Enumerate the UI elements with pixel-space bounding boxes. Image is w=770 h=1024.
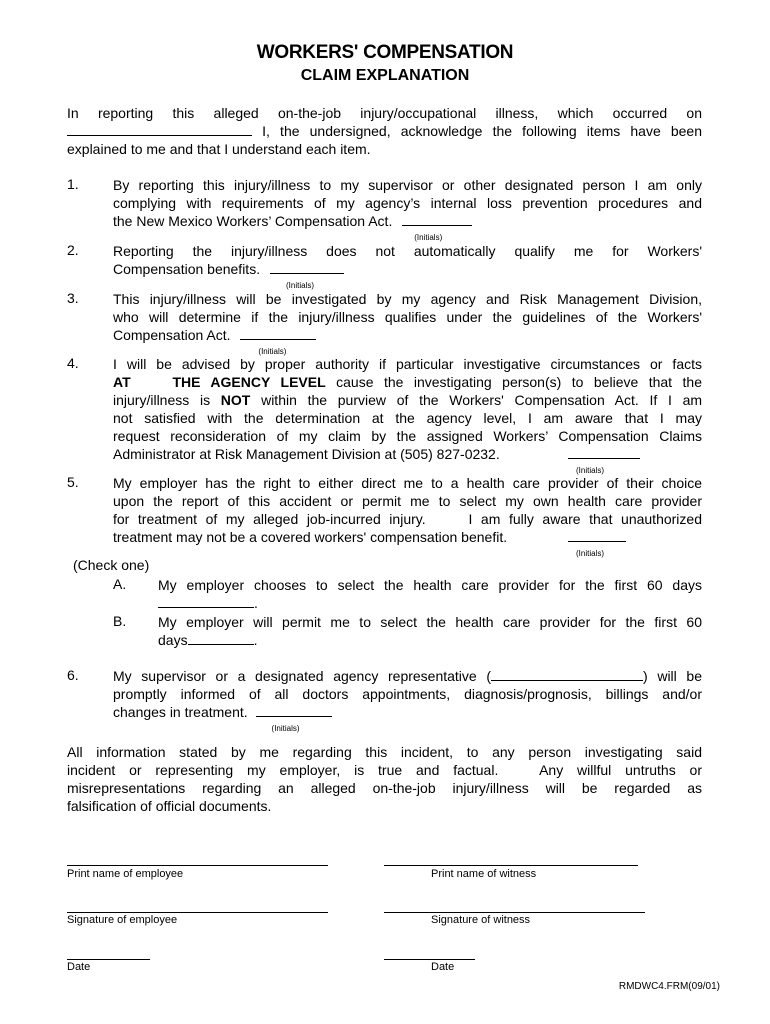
form-subtitle: CLAIM EXPLANATION	[300, 67, 470, 84]
option-b[interactable]	[158, 613, 702, 651]
item-1-line-2: complying with requirements of my agency’s internal loss prevention procedures and	[113, 195, 702, 211]
item-2-line-1: Reporting the injury/illness does not automatically qualify me for Workers'	[113, 243, 702, 259]
initials-blank[interactable]	[568, 529, 626, 542]
print-witness-label: Print name of witness	[431, 868, 537, 880]
item-number: 5.	[67, 474, 79, 490]
item-3	[113, 290, 702, 356]
signature-employee-line[interactable]	[67, 912, 328, 913]
initials-field[interactable]	[396, 212, 472, 242]
option-a-line-2	[158, 594, 702, 612]
closing-line-2: incident or representing my employer, is true and factual. Any willful untruths or	[67, 762, 702, 778]
item-6-line-3	[113, 703, 702, 733]
initials-blank[interactable]	[240, 327, 316, 340]
item-3-line-3	[113, 326, 702, 356]
item-5-line-1: My employer has the right to either direct me to a health care provider of their choice	[113, 475, 702, 491]
initials-caption: (Initials)	[414, 233, 443, 242]
intro-paragraph	[67, 104, 702, 158]
item-3-line-3-text: Compensation Act.	[113, 327, 231, 343]
item-6-line-2: promptly informed of all doctors appointments, diagnosis/prognosis, billings and/or	[113, 686, 702, 702]
initials-blank[interactable]	[256, 704, 332, 717]
intro-line-2	[67, 122, 702, 140]
item-6-line-1	[113, 667, 702, 685]
item-6-line-3-text: changes in treatment.	[113, 704, 248, 720]
item-4-line-3-pre: injury/illness is	[113, 392, 211, 408]
option-a-period: .	[254, 595, 258, 611]
option-a-check-blank[interactable]	[158, 595, 254, 608]
item-4-line-6-text: Administrator at Risk Management Division at (505) 827-0232.	[113, 446, 500, 462]
form-title: WORKERS' COMPENSATION	[256, 42, 514, 63]
item-number: 1.	[67, 176, 79, 192]
intro-line-2-text: I, the undersigned, acknowledge the following items have been	[262, 123, 703, 139]
initials-field[interactable]	[234, 326, 316, 356]
item-number: 6.	[67, 667, 79, 683]
check-one-label: (Check one)	[73, 557, 150, 573]
closing-line-1: All information stated by me regarding this incident, to any person investigating said	[67, 744, 702, 760]
item-4-bold-phrase: AT THE AGENCY LEVEL	[113, 374, 326, 390]
item-4-line-1: I will be advised by proper authority if particular investigative circumstances or facts	[113, 356, 702, 372]
item-number: 3.	[67, 290, 79, 306]
item-4-line-3-text: within the purview of the Workers' Compensation Act. If I am	[261, 392, 703, 408]
representative-name-blank[interactable]	[491, 668, 643, 681]
item-6-line-1-post: ) will be	[643, 668, 702, 684]
initials-caption: (Initials)	[271, 724, 300, 733]
closing-line-3: misrepresentations regarding an alleged on-the-job injury/illness will be regarded as	[67, 780, 702, 796]
item-5-line-4-text: treatment may not be a covered workers' compensation benefit.	[113, 529, 508, 545]
item-4-not-emphasis: NOT	[220, 392, 251, 408]
item-5	[113, 474, 702, 558]
item-3-line-1: This injury/illness will be investigated by my agency and Risk Management Division,	[113, 291, 702, 307]
initials-blank[interactable]	[270, 261, 344, 274]
item-1-line-3-text: the New Mexico Workers’ Compensation Act.	[113, 213, 393, 229]
print-employee-label: Print name of employee	[67, 868, 184, 880]
initials-field[interactable]	[568, 445, 640, 475]
closing-line-4: falsification of official documents.	[67, 798, 272, 814]
item-number: 4.	[67, 355, 79, 371]
initials-caption: (Initials)	[258, 347, 287, 356]
item-4-line-4: not satisfied with the determination at the agency level, I am aware that I may	[113, 410, 702, 426]
date-employee-line[interactable]	[67, 959, 150, 960]
option-b-check-blank[interactable]	[188, 632, 254, 645]
option-b-letter: B.	[113, 613, 127, 629]
item-2-line-2	[113, 260, 702, 290]
print-employee-line[interactable]	[67, 865, 328, 866]
item-6-line-1-pre: My supervisor or a designated agency representative (	[113, 668, 492, 684]
item-1-line-3	[113, 212, 702, 242]
signature-witness-line[interactable]	[384, 912, 645, 913]
signature-employee-label: Signature of employee	[67, 914, 178, 926]
item-5-line-2: upon the report of this accident or permit me to select my own health care provider	[113, 493, 702, 509]
initials-caption: (Initials)	[285, 281, 314, 290]
item-4-line-3	[113, 391, 702, 409]
item-1	[113, 176, 702, 242]
option-b-days: days	[158, 632, 188, 648]
option-a-line-1: My employer chooses to select the health care provider for the first 60 days	[158, 577, 702, 593]
initials-blank[interactable]	[402, 213, 472, 226]
item-3-line-2: who will determine if the injury/illness qualifies under the guidelines of the Workers'	[113, 309, 702, 325]
initials-blank[interactable]	[568, 446, 640, 459]
option-b-line-1: My employer will permit me to select the health care provider for the first 60	[158, 614, 702, 630]
option-b-line-2	[158, 631, 702, 649]
item-4	[113, 355, 703, 475]
signature-witness-label: Signature of witness	[431, 914, 531, 926]
intro-line-3: explained to me and that I understand each item.	[67, 141, 371, 157]
initials-field[interactable]	[264, 260, 344, 290]
date-witness-label: Date	[431, 961, 455, 973]
closing-paragraph	[67, 743, 702, 819]
date-witness-line[interactable]	[384, 959, 475, 960]
intro-line-1: In reporting this alleged on-the-job injury/occupational illness, which occurred on	[67, 105, 702, 121]
item-1-line-1: By reporting this injury/illness to my supervisor or other designated person I am only	[113, 177, 702, 193]
option-a[interactable]	[158, 576, 702, 614]
item-4-line-2-text: cause the investigating person(s) to believe that the	[336, 374, 703, 390]
initials-caption: (Initials)	[576, 549, 605, 558]
initials-caption: (Initials)	[576, 466, 605, 475]
date-employee-label: Date	[67, 961, 91, 973]
option-a-letter: A.	[113, 576, 127, 592]
option-b-period: .	[253, 632, 258, 648]
item-2-line-2-text: Compensation benefits.	[113, 261, 261, 277]
form-id: RMDWC4.FRM(09/01)	[618, 981, 720, 992]
print-witness-line[interactable]	[384, 865, 638, 866]
item-number: 2.	[67, 242, 79, 258]
date-occurred-blank[interactable]	[67, 123, 252, 136]
item-5-line-3: for treatment of my alleged job-incurred injury. I am fully aware that unauthorized	[113, 511, 702, 527]
item-4-line-5: request reconsideration of my claim by the assigned Workers’ Compensation Claims	[113, 428, 702, 444]
item-4-line-2	[113, 373, 702, 391]
initials-field[interactable]	[252, 703, 332, 733]
item-6	[113, 667, 702, 733]
initials-field[interactable]	[568, 528, 626, 558]
item-2	[113, 242, 702, 290]
